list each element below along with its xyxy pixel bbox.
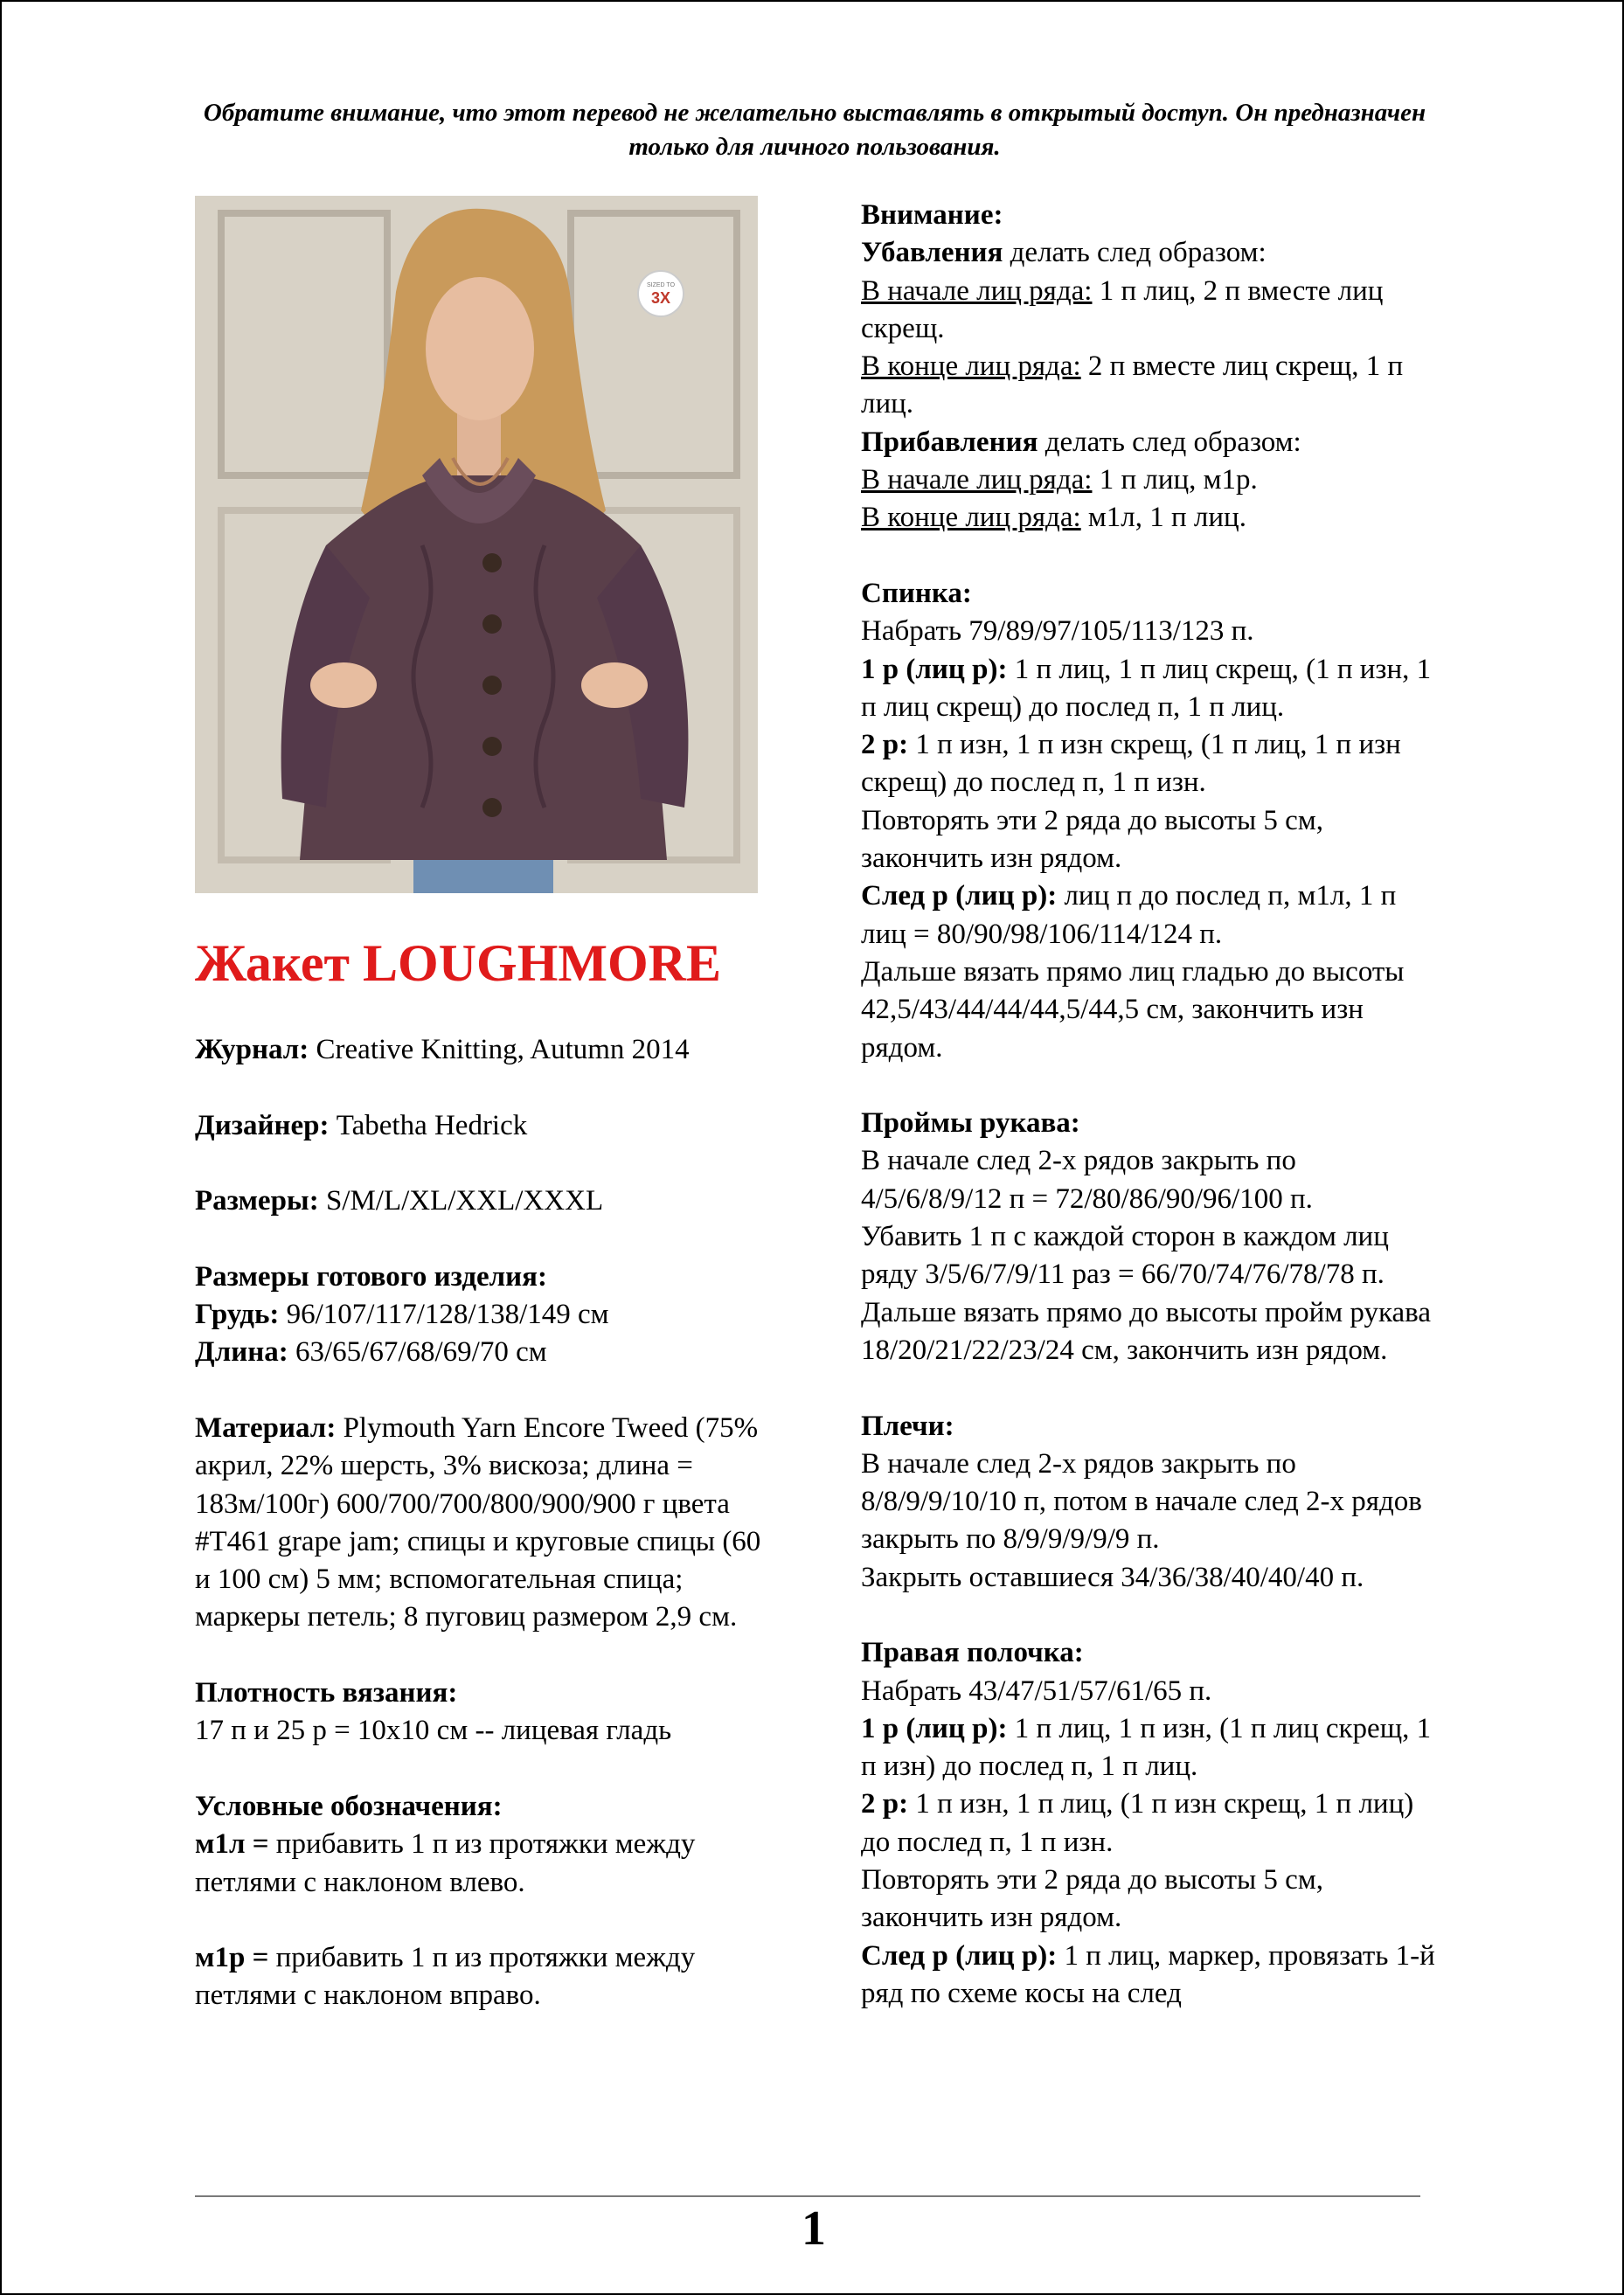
pattern-info-column: [195, 1031, 772, 2015]
right-front-repeat: Повторять эти 2 ряда до высоты 5 см, закончить изн рядом.: [861, 1864, 1323, 1934]
back-cast-on: Набрать 79/89/97/105/113/123 п.: [861, 615, 1254, 648]
inc-row-end: [861, 499, 1438, 537]
right-front-row-2-text: 1 п изн, 1 п лиц, (1 п изн скрещ, 1 п лиц) до послед п, 1 п изн.: [861, 1788, 1414, 1858]
increases-label: Прибавления: [861, 426, 1038, 458]
right-front-row-1: [861, 1710, 1438, 1786]
dec-start-label: В начале лиц ряда:: [861, 274, 1093, 307]
finished-measurements-heading: Размеры готового изделия:: [195, 1260, 548, 1293]
right-front-row-1-text: 1 п лиц, 1 п изн, (1 п лиц скрещ, 1 п изн) до послед п, 1 п лиц.: [861, 1712, 1432, 1783]
inc-row-start: [861, 461, 1438, 499]
chest-label: Грудь:: [195, 1299, 280, 1331]
m1r-label: м1р =: [195, 1942, 269, 1974]
right-front-row-2: [861, 1785, 1438, 1862]
decreases-line: [861, 234, 1438, 272]
cardigan-photo: [195, 196, 758, 893]
decreases-text: делать след образом:: [1003, 237, 1267, 269]
right-front-next-row: [861, 1938, 1438, 2014]
notice-text: Обратите внимание, что этот перевод не желательно выставлять в открытый доступ. Он предназначен только для личного пользования.: [203, 99, 1426, 161]
inc-start-label: В начале лиц ряда:: [861, 464, 1093, 496]
right-front-row-2-label: 2 р:: [861, 1788, 909, 1820]
page-number: 1: [802, 2201, 826, 2256]
armholes-p1: В начале след 2-х рядов закрыть по 4/5/6/8/9/12 п = 72/80/86/90/96/100 п.: [861, 1145, 1313, 1215]
size-badge-main: 3X: [650, 289, 671, 307]
legend-heading: Условные обозначения:: [195, 1790, 503, 1822]
m1l-value: прибавить 1 п из протяжки между петлями с наклоном влево.: [195, 1828, 696, 1898]
sizes-value: S/M/L/XL/XXL/XXXL: [318, 1185, 604, 1217]
m1l-definition: [195, 1826, 772, 1902]
instructions-column: [861, 197, 1438, 2013]
m1r-value: прибавить 1 п из протяжки между петлями с наклоном вправо.: [195, 1942, 696, 2012]
dec-row-end: [861, 348, 1438, 424]
sizes-line: [195, 1182, 772, 1220]
dec-end-text: 2 п вместе лиц скрещ, 1 п лиц.: [861, 350, 1404, 420]
material-label: Материал:: [195, 1411, 337, 1444]
increases-text: делать след образом:: [1038, 426, 1301, 458]
dec-row-start: [861, 273, 1438, 349]
size-badge-top: SIZED TO: [646, 282, 676, 288]
right-front-heading: Правая полочка:: [861, 1637, 1084, 1669]
material-paragraph: [195, 1410, 772, 1637]
increases-line: [861, 424, 1438, 461]
designer-line: [195, 1107, 772, 1145]
back-continue: Дальше вязать прямо лиц гладью до высоты 42,5/43/44/44/44,5/44,5 см, закончить изн рядом.: [861, 955, 1405, 1064]
decreases-label: Убавления: [861, 237, 1003, 269]
length-label: Длина:: [195, 1336, 288, 1369]
back-repeat: Повторять эти 2 ряда до высоты 5 см, закончить изн рядом.: [861, 804, 1323, 875]
dec-start-text: 1 п лиц, 2 п вместе лиц скрещ.: [861, 274, 1384, 344]
magazine-label: Журнал:: [195, 1034, 309, 1065]
back-row-2: [861, 726, 1438, 802]
shoulders-heading: Плечи:: [861, 1410, 954, 1442]
footer-divider: [195, 2195, 1420, 2197]
back-next-label: След р (лиц р):: [861, 880, 1058, 912]
back-row-2-text: 1 п изн, 1 п изн скрещ, (1 п лиц, 1 п изн скрещ) до послед п, 1 п изн.: [861, 729, 1401, 799]
right-front-next-label: След р (лиц р):: [861, 1939, 1058, 1972]
back-row-1-label: 1 р (лиц р):: [861, 653, 1008, 685]
right-front-row-1-label: 1 р (лиц р):: [861, 1712, 1008, 1744]
m1l-label: м1л =: [195, 1828, 269, 1861]
armholes-p2: Убавить 1 п с каждой сторон в каждом лиц ряду 3/5/6/7/9/11 раз = 66/70/74/76/78/78 п.: [861, 1221, 1389, 1291]
back-row-1-text: 1 п лиц, 1 п лиц скрещ, (1 п изн, 1 п лиц скрещ) до послед п, 1 п лиц.: [861, 653, 1432, 723]
shoulders-p2: Закрыть оставшиеся 34/36/38/40/40/40 п.: [861, 1561, 1364, 1593]
m1r-definition: [195, 1939, 772, 2015]
length-line: [195, 1334, 772, 1371]
gauge-value: 17 п и 25 р = 10х10 см -- лицевая гладь: [195, 1715, 672, 1747]
armholes-heading: Проймы рукава:: [861, 1107, 1080, 1140]
length-value: 63/65/67/68/69/70 см: [288, 1336, 547, 1369]
back-row-2-label: 2 р:: [861, 729, 909, 761]
back-next-text: лиц п до послед п, м1л, 1 п лиц = 80/90/98/106/114/124 п.: [861, 880, 1397, 950]
back-next-row: [861, 877, 1438, 953]
back-heading: Спинка:: [861, 577, 972, 609]
chest-value: 96/107/117/128/138/149 см: [279, 1299, 609, 1331]
inc-end-label: В конце лиц ряда:: [861, 502, 1081, 534]
right-front-next-text: 1 п лиц, маркер, провязать 1-й ряд по схеме косы на след: [861, 1939, 1435, 2009]
material-value: Plymouth Yarn Encore Tweed (75% акрил, 22% шерсть, 3% вискоза; длина = 183м/100г) 600/700/700/800/900/900 г цвета #T461 grape jam; спицы и круговые спицы (60 и 100 см) 5 мм; вспомогательная спица; маркеры петель; 8 пуговиц размером 2,9 см.: [195, 1411, 761, 1633]
dec-end-label: В конце лиц ряда:: [861, 350, 1081, 383]
designer-value: Tabetha Hedrick: [329, 1109, 528, 1141]
inc-end-text: м1л, 1 п лиц.: [1080, 502, 1246, 534]
sizes-label: Размеры:: [195, 1185, 319, 1217]
chest-line: [195, 1296, 772, 1334]
back-row-1: [861, 651, 1438, 727]
gauge-heading: Плотность вязания:: [195, 1677, 458, 1709]
right-front-cast-on: Набрать 43/47/51/57/61/65 п.: [861, 1674, 1212, 1707]
armholes-p3: Дальше вязать прямо до высоты пройм рукава 18/20/21/22/23/24 см, закончить изн рядом.: [861, 1296, 1431, 1366]
attention-heading: Внимание:: [861, 199, 1003, 231]
shoulders-p1: В начале след 2-х рядов закрыть по 8/8/9/9/10/10 п, потом в начале след 2-х рядов закрыть по 8/9/9/9/9/9 п.: [861, 1447, 1422, 1556]
inc-start-text: 1 п лиц, м1р.: [1092, 464, 1258, 496]
designer-label: Дизайнер:: [195, 1109, 330, 1141]
pattern-title: Жакет LOUGHMORE: [195, 934, 722, 992]
magazine-line: [195, 1031, 772, 1069]
magazine-value: Creative Knitting, Autumn 2014: [309, 1034, 690, 1065]
